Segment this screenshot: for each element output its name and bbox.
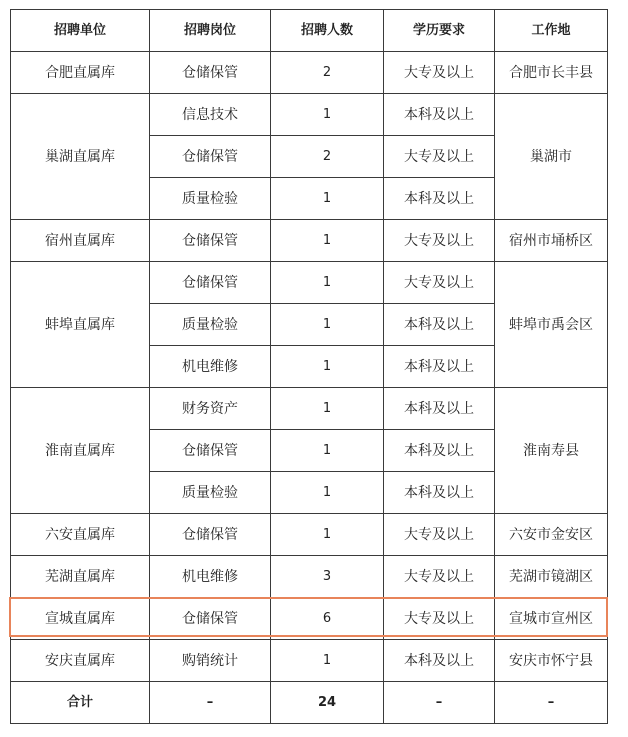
count-cell: 3 bbox=[271, 556, 384, 598]
header-education: 学历要求 bbox=[384, 10, 495, 52]
total-position: – bbox=[150, 682, 271, 724]
education-cell: 大专及以上 bbox=[384, 136, 495, 178]
count-cell: 2 bbox=[271, 136, 384, 178]
count-cell: 1 bbox=[271, 220, 384, 262]
count-cell: 1 bbox=[271, 388, 384, 430]
education-cell: 大专及以上 bbox=[384, 598, 495, 640]
table-row bbox=[11, 262, 608, 304]
location-cell: 安庆市怀宁县 bbox=[495, 640, 608, 682]
education-cell: 大专及以上 bbox=[384, 262, 495, 304]
position-cell: 购销统计 bbox=[150, 640, 271, 682]
position-cell: 仓储保管 bbox=[150, 220, 271, 262]
unit-cell: 安庆直属库 bbox=[11, 640, 150, 682]
education-cell: 大专及以上 bbox=[384, 556, 495, 598]
position-cell: 仓储保管 bbox=[150, 514, 271, 556]
location-cell: 芜湖市镜湖区 bbox=[495, 556, 608, 598]
table-row bbox=[11, 220, 608, 262]
count-cell: 1 bbox=[271, 262, 384, 304]
education-cell: 大专及以上 bbox=[384, 220, 495, 262]
education-cell: 大专及以上 bbox=[384, 514, 495, 556]
total-row bbox=[11, 682, 608, 724]
education-cell: 本科及以上 bbox=[384, 94, 495, 136]
unit-cell: 六安直属库 bbox=[11, 514, 150, 556]
location-cell: 巢湖市 bbox=[495, 94, 608, 220]
position-cell: 仓储保管 bbox=[150, 52, 271, 94]
total-label: 合计 bbox=[11, 682, 150, 724]
position-cell: 信息技术 bbox=[150, 94, 271, 136]
location-cell: 淮南寿县 bbox=[495, 388, 608, 514]
table-row bbox=[11, 556, 608, 598]
total-location: – bbox=[495, 682, 608, 724]
education-cell: 本科及以上 bbox=[384, 178, 495, 220]
count-cell: 1 bbox=[271, 640, 384, 682]
count-cell: 6 bbox=[271, 598, 384, 640]
unit-cell: 合肥直属库 bbox=[11, 52, 150, 94]
education-cell: 本科及以上 bbox=[384, 388, 495, 430]
position-cell: 机电维修 bbox=[150, 346, 271, 388]
position-cell: 质量检验 bbox=[150, 472, 271, 514]
header-count: 招聘人数 bbox=[271, 10, 384, 52]
count-cell: 1 bbox=[271, 472, 384, 514]
location-cell: 宣城市宣州区 bbox=[495, 598, 608, 640]
count-cell: 1 bbox=[271, 346, 384, 388]
position-cell: 仓储保管 bbox=[150, 136, 271, 178]
location-cell: 六安市金安区 bbox=[495, 514, 608, 556]
location-cell: 宿州市埇桥区 bbox=[495, 220, 608, 262]
education-cell: 本科及以上 bbox=[384, 472, 495, 514]
header-position: 招聘岗位 bbox=[150, 10, 271, 52]
position-cell: 机电维修 bbox=[150, 556, 271, 598]
count-cell: 1 bbox=[271, 178, 384, 220]
position-cell: 质量检验 bbox=[150, 304, 271, 346]
count-cell: 2 bbox=[271, 52, 384, 94]
table-row-highlighted bbox=[11, 598, 608, 640]
position-cell: 财务资产 bbox=[150, 388, 271, 430]
position-cell: 仓储保管 bbox=[150, 598, 271, 640]
count-cell: 1 bbox=[271, 94, 384, 136]
education-cell: 本科及以上 bbox=[384, 346, 495, 388]
table-row bbox=[11, 52, 608, 94]
total-count: 24 bbox=[271, 682, 384, 724]
count-cell: 1 bbox=[271, 514, 384, 556]
education-cell: 大专及以上 bbox=[384, 52, 495, 94]
header-unit: 招聘单位 bbox=[11, 10, 150, 52]
table-row bbox=[11, 388, 608, 430]
table-row bbox=[11, 640, 608, 682]
unit-cell: 蚌埠直属库 bbox=[11, 262, 150, 388]
education-cell: 本科及以上 bbox=[384, 304, 495, 346]
unit-cell: 淮南直属库 bbox=[11, 388, 150, 514]
unit-cell: 宣城直属库 bbox=[11, 598, 150, 640]
unit-cell: 宿州直属库 bbox=[11, 220, 150, 262]
table-row bbox=[11, 514, 608, 556]
location-cell: 合肥市长丰县 bbox=[495, 52, 608, 94]
count-cell: 1 bbox=[271, 304, 384, 346]
education-cell: 本科及以上 bbox=[384, 430, 495, 472]
unit-cell: 芜湖直属库 bbox=[11, 556, 150, 598]
education-cell: 本科及以上 bbox=[384, 640, 495, 682]
position-cell: 质量检验 bbox=[150, 178, 271, 220]
unit-cell: 巢湖直属库 bbox=[11, 94, 150, 220]
count-cell: 1 bbox=[271, 430, 384, 472]
header-location: 工作地 bbox=[495, 10, 608, 52]
position-cell: 仓储保管 bbox=[150, 430, 271, 472]
table-row bbox=[11, 94, 608, 136]
position-cell: 仓储保管 bbox=[150, 262, 271, 304]
total-education: – bbox=[384, 682, 495, 724]
table-header-row bbox=[11, 10, 608, 52]
recruitment-table bbox=[10, 9, 608, 724]
location-cell: 蚌埠市禹会区 bbox=[495, 262, 608, 388]
